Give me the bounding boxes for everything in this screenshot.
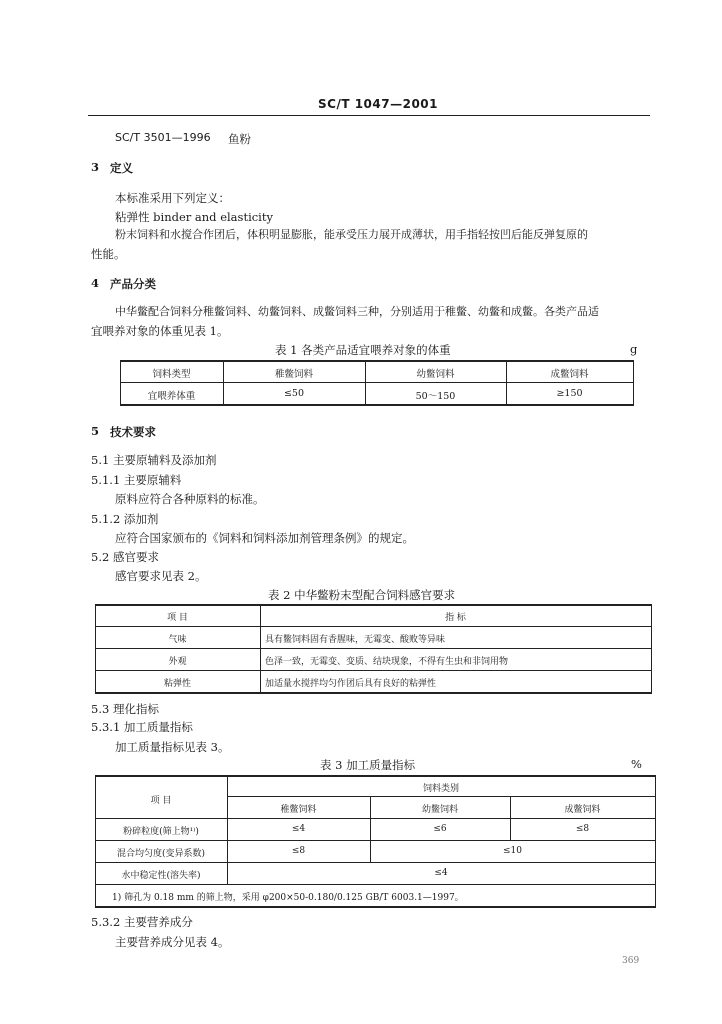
table-2-row-value: 色泽一致，无霉变、变质、结块现象，不得有生虫和非饲用物 xyxy=(265,657,509,667)
table-2-row-value: 具有鳖饲料固有香腥味，无霉变、酸败等异味 xyxy=(265,635,446,645)
table-3-item-header: 项 目 xyxy=(150,796,172,806)
table-3-cell: ≤10 xyxy=(503,846,522,856)
table-2-header-indicator: 指 标 xyxy=(445,613,466,623)
table-3-cell: ≤8 xyxy=(291,846,306,856)
table-3-footnote: 1) 筛孔为 0.18 mm 的筛上物，采用 φ200×50-0.180/0.125 GB/T 6003.1—1997。 xyxy=(112,893,464,903)
table-1-row-label: 宜喂养体重 xyxy=(147,391,196,402)
table-3-caption: 表 3 加工质量指标 xyxy=(320,758,416,772)
section-5-3-2-heading: 5.3.2 主要营养成分 xyxy=(91,915,193,929)
table-1-header-cell: 饲料类型 xyxy=(152,369,191,380)
table-3-group-header: 饲料类别 xyxy=(422,784,459,794)
table-3-cell: ≤4 xyxy=(291,824,306,834)
section-5-title: 技术要求 xyxy=(110,425,156,439)
section-3-title: 定义 xyxy=(110,161,133,175)
table-2-row-value: 加适量水搅拌均匀作团后具有良好的粘弹性 xyxy=(265,679,437,689)
section-5-number: 5 xyxy=(91,424,100,438)
section-5-3-1-heading: 5.3.1 加工质量指标 xyxy=(91,720,193,734)
table-3-unit: % xyxy=(631,757,642,771)
document-code-header: SC/T 1047—2001 xyxy=(318,97,438,111)
table-3-sub-header: 稚鳖饲料 xyxy=(280,805,317,815)
section-5-3-2-text: 主要营养成分见表 4。 xyxy=(115,935,230,949)
table-2-row-label: 气味 xyxy=(168,635,187,645)
section-5-2-text: 感官要求见表 2。 xyxy=(115,569,207,583)
table-3-cell: ≤6 xyxy=(433,824,447,834)
section-4-title: 产品分类 xyxy=(110,277,156,291)
section-4-number: 4 xyxy=(91,276,100,290)
table-3-sub-header: 成鳖饲料 xyxy=(564,805,601,815)
table-1-caption: 表 1 各类产品适宜喂养对象的体重 xyxy=(275,343,451,357)
table-1-header-cell: 成鳖饲料 xyxy=(550,369,589,380)
table-3-row-label: 混合均匀度(变异系数) xyxy=(116,849,206,859)
table-2-row-label: 外观 xyxy=(168,657,187,667)
section-5-3-1-text: 加工质量指标见表 3。 xyxy=(115,740,230,754)
table-2-header-item: 项 目 xyxy=(167,613,188,623)
section-5-1-1-text: 原料应符合各种原料的标准。 xyxy=(115,492,265,506)
table-1-header-cell: 幼鳖饲料 xyxy=(416,369,455,380)
section-3-definition-line2: 性能。 xyxy=(91,247,126,261)
table-3-row-label: 水中稳定性(溶失率) xyxy=(121,871,201,881)
reference-code: SC/T 3501—1996 xyxy=(115,131,211,144)
section-4-paragraph-line1: 中华鳖配合饲料分稚鳖饲料、幼鳖饲料、成鳖饲料三种，分别适用于稚鳖、幼鳖和成鳖。各类产品适 xyxy=(115,305,599,318)
table-3-cell: ≤8 xyxy=(575,824,590,834)
table-1-cell: ≤50 xyxy=(283,388,305,399)
section-5-1-2-text: 应符合国家颁布的《饲料和饲料添加剂管理条例》的规定。 xyxy=(115,531,414,545)
reference-title: 鱼粉 xyxy=(228,132,251,146)
section-3-intro: 本标准采用下列定义： xyxy=(115,191,230,205)
section-5-1-heading: 5.1 主要原辅料及添加剂 xyxy=(91,453,217,467)
table-1-header-cell: 稚鳖饲料 xyxy=(274,369,313,380)
table-1-unit: g xyxy=(630,342,638,356)
section-5-1-2-heading: 5.1.2 添加剂 xyxy=(91,512,159,526)
section-5-3-heading: 5.3 理化指标 xyxy=(91,702,159,716)
table-3-sub-header: 幼鳖饲料 xyxy=(421,805,458,815)
header-rule xyxy=(88,115,650,116)
section-5-2-heading: 5.2 感官要求 xyxy=(91,550,159,564)
table-3-cell: ≤4 xyxy=(434,868,448,878)
section-5-1-1-heading: 5.1.1 主要原辅料 xyxy=(91,473,182,487)
table-2-caption: 表 2 中华鳖粉末型配合饲料感官要求 xyxy=(268,588,456,602)
section-4-paragraph-line2: 宜喂养对象的体重见表 1。 xyxy=(91,324,229,338)
table-2-row-label: 粘弹性 xyxy=(163,679,191,689)
table-1-cell: 50～150 xyxy=(415,391,456,402)
table-1-cell: ≥150 xyxy=(556,388,583,399)
section-3-term: 粘弹性 binder and elasticity xyxy=(115,210,273,224)
table-3-row-label: 粉碎粒度(筛上物¹⁾) xyxy=(123,827,199,837)
page-number: 369 xyxy=(622,956,640,966)
section-3-definition-line1: 粉末饲料和水搅合作团后，体积明显膨胀，能承受压力展开成薄状，用手指轻按凹后能反弹复原的 xyxy=(115,228,588,241)
section-3-number: 3 xyxy=(91,160,100,174)
